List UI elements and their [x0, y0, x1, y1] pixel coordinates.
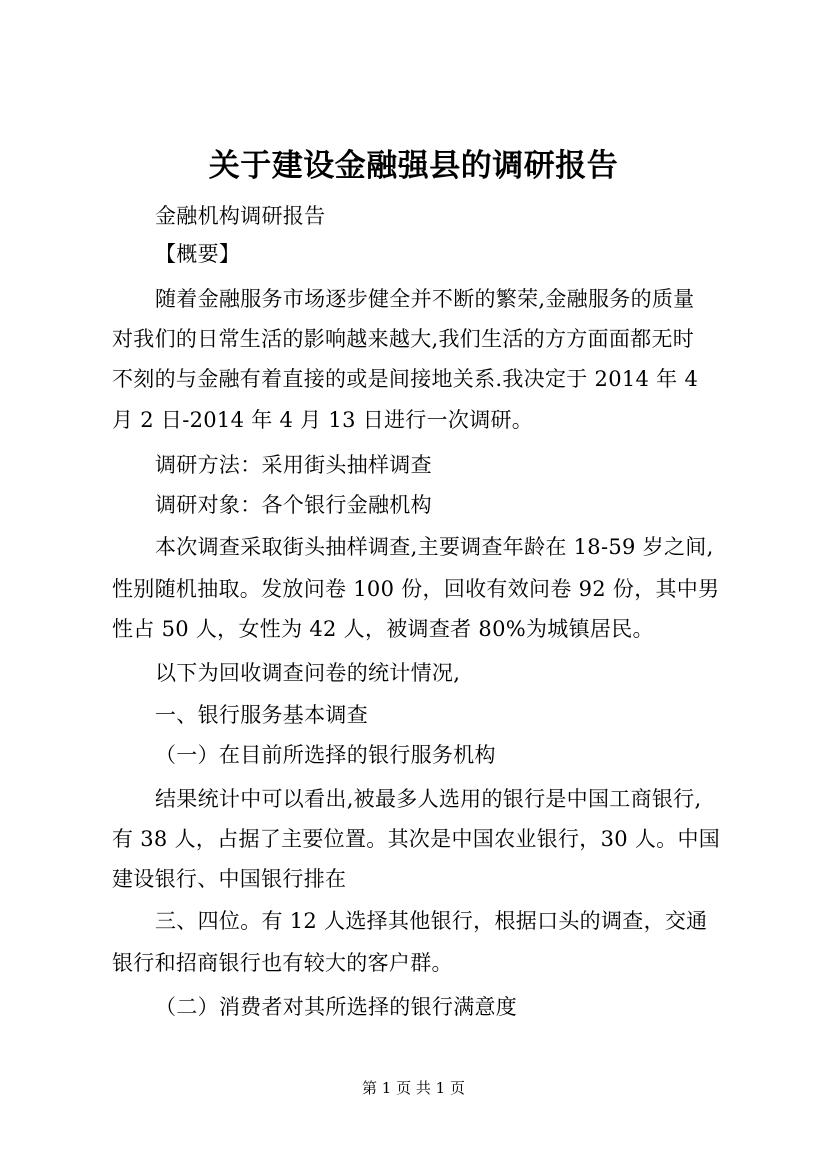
section-heading: 一、银行服务基本调查: [155, 703, 368, 727]
method-line: 调研方法：采用街头抽样调查: [155, 453, 432, 477]
paragraph-line: 结果统计中可以看出,被最多人选用的银行是中国工商银行,: [155, 787, 702, 811]
paragraph-line: 三、四位。有 12 人选择其他银行，根据口头的调查，交通: [155, 909, 708, 933]
paragraph-line: 性别随机抽取。发放问卷 100 份，回收有效问卷 92 份，其中男: [112, 577, 720, 601]
paragraph-line: 随着金融服务市场逐步健全并不断的繁荣,金融服务的质量: [155, 287, 695, 311]
paragraph-line: 以下为回收调查问卷的统计情况,: [155, 661, 461, 685]
subsection-heading: （二）消费者对其所选择的银行满意度: [155, 995, 518, 1019]
subsection-heading: （一）在目前所选择的银行服务机构: [155, 743, 496, 767]
paragraph-line: 对我们的日常生活的影响越来越大,我们生活的方方面面都无时: [112, 327, 695, 351]
paragraph-line: 不刻的与金融有着直接的或是间接地关系.我决定于 2014 年 4: [112, 367, 699, 391]
target-line: 调研对象：各个银行金融机构: [155, 493, 432, 517]
subtitle-line: 金融机构调研报告: [155, 204, 326, 228]
paragraph-line: 银行和招商银行也有较大的客户群。: [112, 951, 453, 975]
paragraph-line: 本次调查采取街头抽样调查,主要调查年龄在 18-59 岁之间,: [155, 535, 714, 559]
document-title: 关于建设金融强县的调研报告: [208, 148, 619, 184]
section-heading-summary: 【概要】: [155, 242, 241, 266]
paragraph-line: 性占 50 人，女性为 42 人，被调查者 80%为城镇居民。: [112, 617, 654, 641]
paragraph-line: 有 38 人，占据了主要位置。其次是中国农业银行，30 人。中国: [112, 827, 721, 851]
paragraph-line: 月 2 日-2014 年 4 月 13 日进行一次调研。: [112, 408, 534, 432]
paragraph-line: 建设银行、中国银行排在: [112, 867, 347, 891]
page-footer: 第 1 页 共 1 页: [362, 1079, 465, 1097]
